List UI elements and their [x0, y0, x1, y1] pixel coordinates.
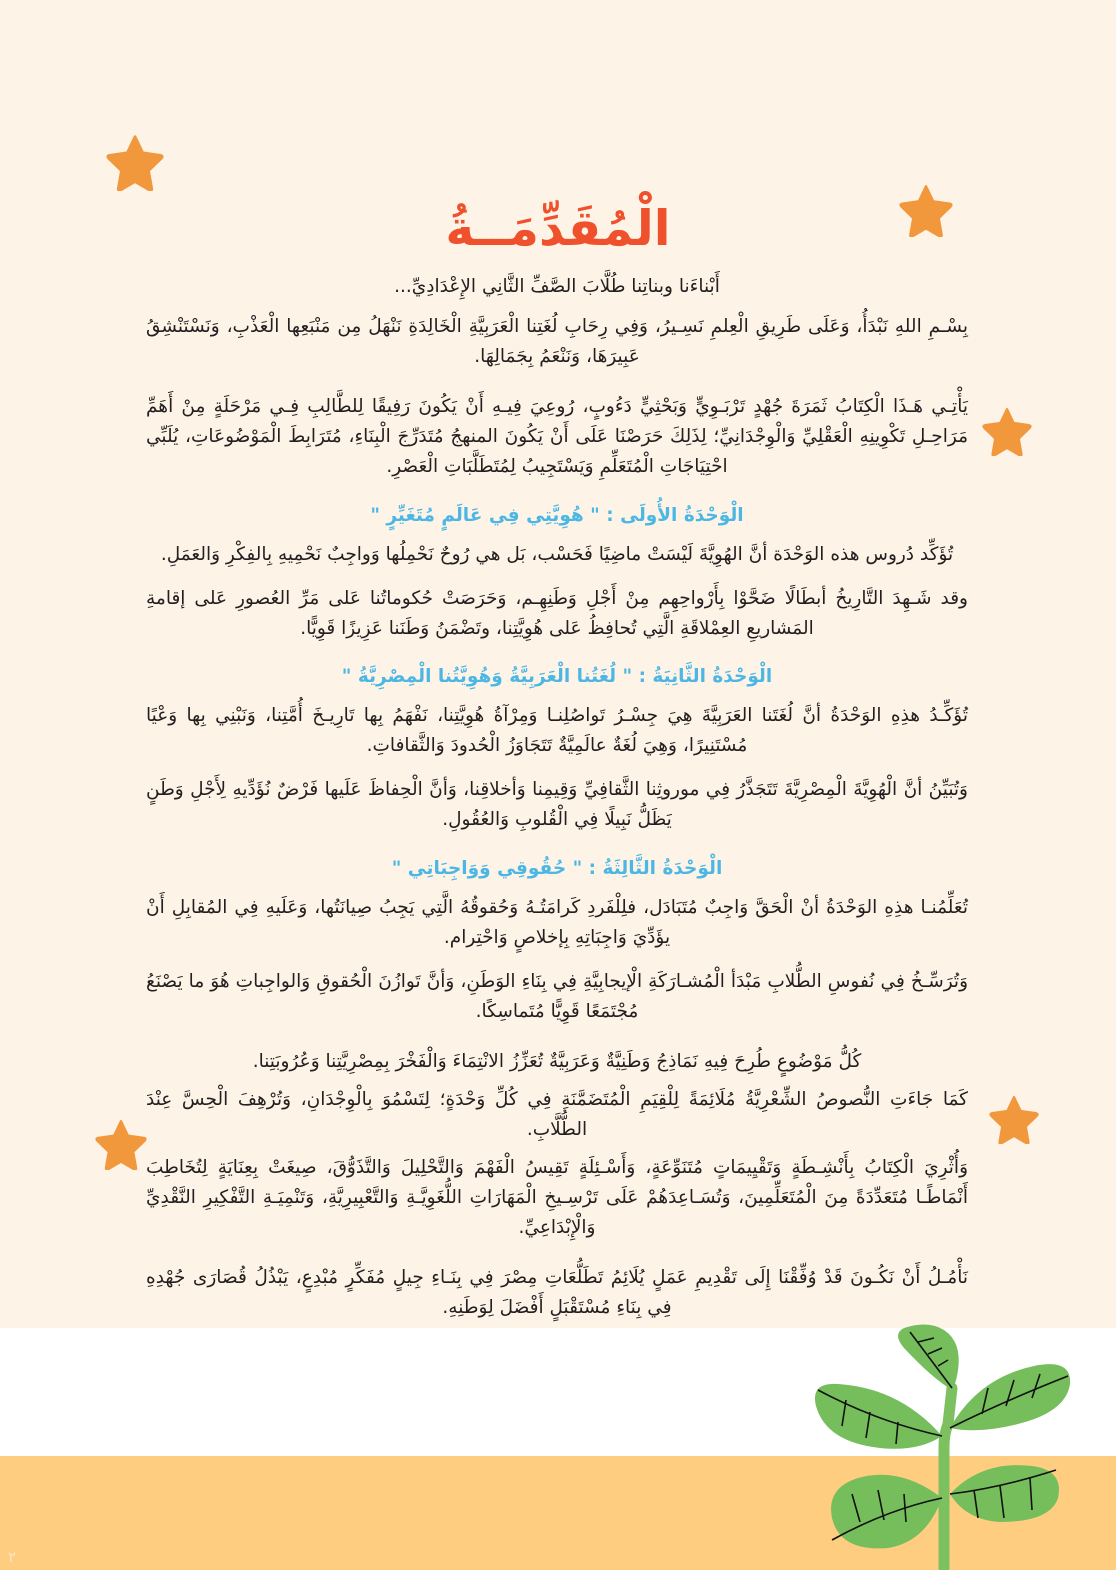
- closing-paragraph-2: كَمَا جَاءَتِ النُّصوصُ الشِّعْرِيَّةُ مُلَائِمَةً لِلْقِيَمِ الْمُتَضَمَّنَةِ فِي كُلِّ وَحْدَةٍ؛ لِتَسْمُوَ بِالْوِجْدَانِ، وَتُرْهِفَ الْحِسَّ عِنْدَ الطُّلَّابِ.: [146, 1088, 968, 1140]
- star-icon-lower-right: [989, 1094, 1039, 1144]
- unit-3-paragraph-2: وَتُرَسِّـخُ فِي نُفوسِ الطُّلابِ مَبْدَأ الْمُشـارَكَةِ الْإيجابِيَّةِ فِي بِنَاءِ الوَطَنِ، وَأنَّ تَوازُنَ الْحُقوقِ وَالواجِباتِ هُوَ ما يَصْنَعُ مُجْتَمَعًا قَوِيًّا مُتَماسِكًا.: [146, 970, 968, 1022]
- closing-paragraph-1: كُلُّ مَوْضُوعٍ طُرِحَ فِيهِ نَمَاذِجُ وَطَنِيَّةٌ وَعَرَبِيَّةٌ تُعَزِّزُ الانْتِمَاءَ وَالْفَخْرَ بِمِصْرِيَّتِنا وَعُرُوبَتِنا.: [252, 1050, 862, 1072]
- footer-band: [0, 1456, 1116, 1570]
- introduction-body: [146, 272, 968, 1373]
- intro-paragraph: بِسْـمِ اللهِ نَبْدَأُ، وَعَلَى طَرِيقِ الْعِلمِ نَسِـيرُ، وَفِي رِحَابِ لُغَتِنا الْعَرَبِيَّةِ الْخَالِدَةِ نَنْهَلُ مِن مَنْبَعِها الْعَذْبِ، وَنَسْتَنْشِقُ عَبِيرَهَا، وَنَنْعَمُ بِجَمَالِهَا.: [146, 315, 968, 367]
- unit-heading-3: الْوَحْدَةُ الثَّالِثَةُ : " حُقُوقِي وَوَاجِبَاتِي ": [391, 858, 723, 880]
- star-icon-lower-left: [95, 1118, 147, 1170]
- unit-heading-2: الْوَحْدَةُ الثَّانِيَةُ : " لُغَتُنا الْعَرَبِيَّةُ وَهُوِيَّتُنا الْمِصْرِيَّةُ ": [341, 666, 773, 688]
- unit-2-paragraph-2: وَتُبَيِّنُ أنَّ الْهُوِيَّةَ الْمِصْرِيَّةَ تَتَجَذَّرُ فِي موروثِنا الثَّقافِيِّ وَقِيمِنا وَأخلاقِنا، وَأنَّ الْحِفاظَ عَلَيها فَرْضٌ نُؤَدِّيهِ لِأَجْلِ وَطَنٍ يَظَلُّ نَبِيلًا فِي الْقُلوبِ وَالعُقُولِ.: [146, 779, 968, 831]
- star-icon-mid-right: [982, 406, 1032, 456]
- unit-heading-1: الْوَحْدَةُ الأُولَى : " هُوِيَّتِي فِي عَالَمٍ مُتَغَيِّرٍ ": [370, 504, 744, 526]
- closing-paragraph-4: نَأْمُـلُ أَنْ نَكُـونَ قَدْ وُفِّقْنَا إِلَى تَقْدِيمِ عَمَلٍ يُلَائِمُ تَطَلُّعَاتِ مِصْرَ فِي بِنَـاءِ جِيلٍ مُفَكِّرٍ مُبْدِعٍ، يَبْذُلُ قُصَارَى جُهْدِهِ فِي بِنَاءِ مُسْتَقْبَلٍ أَفْضَلَ لِوَطَنِهِ.: [146, 1266, 968, 1318]
- salutation-paragraph: أَبْناءَنا وبناتِنا طُلَّابَ الصَّفِّ الثَّانِي الإِعْدَادِيِّ...: [394, 276, 720, 297]
- page-title: الْمُقَدِّمَــةُ: [445, 199, 671, 257]
- white-band: [0, 1328, 1116, 1456]
- page-number: ٢: [8, 1548, 17, 1566]
- unit-2-paragraph-1: تُؤَكِّـدُ هذِهِ الوَحْدَةُ أنَّ لُغَتَنا العَرَبِيَّةَ هِيَ جِسْـرُ تَواصُلِنـا وَمِرْآةُ هُوِيَّتِنا، نَفْهَمُ بِها تَارِيـخَ أُمَّتِنا، وَنَبْنِي بِها وَعْيًا مُسْتَنِيرًا، وَهِيَ لُغَةٌ عالَمِيَّةٌ تَتَجَاوَزُ الْحُدودَ وَالثَّقافاتِ.: [146, 705, 968, 757]
- unit-1-paragraph-2: وقد شَـهِدَ التَّارِيخُ أبطَالًا ضَحَّوْا بِأَرْواحِهِم مِنْ أَجْلِ وَطَنِهِـم، وَحَرَصَتْ حُكوماتُنا عَلى مَرِّ العُصورِ عَلى إقامةِ المَشاريعِ العِمْلاقَةِ الَّتِي تُحافِظُ عَلى هُوِيَّتِنا، وتَضْمَنُ وَطَنَنا عَزِيزًا قَوِيًّا.: [146, 587, 968, 639]
- unit-3-paragraph-1: تُعَلِّمُنـا هذِهِ الوَحْدَةُ أنْ الْحَقَّ وَاجِبٌ مُتَبَادَل، فلِلْفَردِ كَرامَتُـهُ وَحُقوقُهُ الَّتِي يَجِبُ صِيانَتُها، وَعَلَيهِ فِي المُقابِلِ أَنْ يؤَدِّيَ وَاجِبَاتِهِ بِإخلاصٍ وَاحْتِرام.: [146, 896, 968, 948]
- unit-1-paragraph-1: تُؤَكِّد دُروس هذه الوَحْدَة أنَّ الهُوِيَّةَ لَيْسَتْ ماضِيًا فَحَسْب، بَل هي رُوحٌ نَحْمِلُها وَواجِبٌ نَحْمِيهِ بِالفِكْرِ وَالعَمَلِ.: [160, 543, 954, 565]
- closing-paragraph-3: وَأُثْرِيَ الْكِتَابُ بِأَنْشِـطَةٍ وَتَقْيِيمَاتٍ مُتَنَوِّعَةٍ، وَأَسْـئِلَةٍ تَقِيسُ الْفَهْمَ وَالتَّحْلِيلَ وَالتَّذَوُّقَ، صِيغَتْ بِعِنَايَةٍ لِتُخَاطِبَ أَنْمَاطًـا مُتَعَدِّدَةً مِنَ الْمُتَعَلِّمِينَ، وَتُسَـاعِدَهُمْ عَلَى تَرْسِـيخِ الْمَهَارَاتِ اللُّغَوِيَّـةِ وَالتَّعْبِيرِيَّةِ، وَتَنْمِيَـةِ التَّفْكِيرِ النَّقْدِيِّ وَالْإِبْدَاعِيِّ.: [146, 1156, 968, 1238]
- book-purpose-paragraph: يَأْتِـي هَـذَا الْكِتَابُ ثَمَرَةَ جُهْدٍ تَرْبَـوِيٍّ وَبَحْثِيٍّ دَءُوبٍ، رُوعِيَ فِيـهِ أَنْ يَكُونَ رَفِيقًا لِلطَّالِبِ فِـي مَرْحَلَةٍ مِنْ أَهَمِّ مَرَاحِـلِ تَكْوِينِهِ الْعَقْلِيِّ وَالْوِجْدَانِيِّ؛ لِذَلِكَ حَرَصْنَا عَلَى أَنْ يَكُونَ المنهجُ مُتَدَرِّجَ الْبِنَاءِ، مُتَرَابِطَ الْمَوْضُوعَاتِ، يُلَبِّي احْتِيَاجَاتِ الْمُتَعَلِّمِ وَيَسْتَجِيبُ لِمُتَطَلَّبَاتِ الْعَصْرِ.: [146, 395, 968, 477]
